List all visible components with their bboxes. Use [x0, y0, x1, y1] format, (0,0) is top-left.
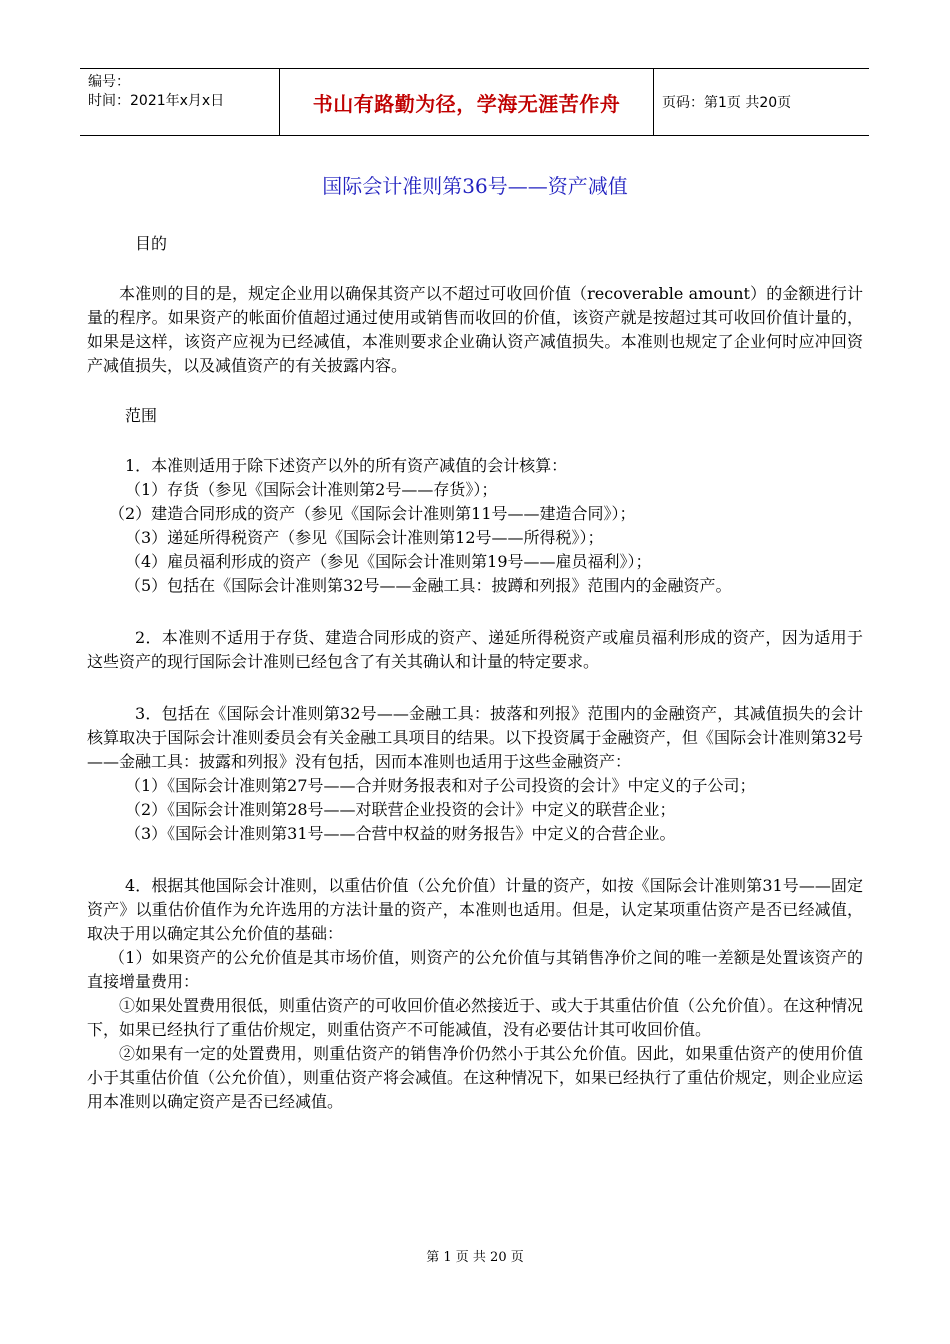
clause-1-item-3: （3）递延所得税资产（参见《国际会计准则第12号——所得税》）； — [125, 528, 604, 547]
clause-3-item-2: （2）《国际会计准则第28号——对联营企业投资的会计》中定义的联营企业； — [125, 800, 676, 819]
paragraph-purpose: 本准则的目的是，规定企业用以确保其资产以不超过可收回价值（recoverable amount）的金额进行计量的程序。如果资产的帐面价值超过通过使用或销售而收回的价值，该资产就是按超过其可收回价值计量的，如果是这样，该资产应视为已经减值，本准则要求企业确认资产减值损失。本准则也规定了企业何时应冲回资产减值损失，以及减值资产的有关披露内容。 — [87, 284, 863, 375]
clause-4-item-1: （1）如果资产的公允价值是其市场价值，则资产的公允价值与其销售净价之间的唯一差额是处置该资产的直接增量费用： — [87, 948, 863, 991]
header-meta — [80, 69, 280, 135]
header-motto: 书山有路勤为径，学海无涯苦作舟 — [280, 69, 654, 135]
document-number-label: 编号： — [88, 74, 130, 90]
clause-1: 1．本准则适用于除下述资产以外的所有资产减值的会计核算： — [125, 456, 568, 475]
clause-1-item-4: （4）雇员福利形成的资产（参见《国际会计准则第19号——雇员福利》）； — [125, 552, 652, 571]
clause-2: 2．本准则不适用于存货、建造合同形成的资产、递延所得税资产或雇员福利形成的资产，因为适用于这些资产的现行国际会计准则已经包含了有关其确认和计量的特定要求。 — [87, 628, 863, 671]
clause-1-item-2: （2）建造合同形成的资产（参见《国际会计准则第11号——建造合同》）； — [109, 504, 636, 523]
clause-3-item-3: （3）《国际会计准则第31号——合营中权益的财务报告》中定义的合营企业。 — [125, 824, 676, 843]
document-body — [87, 232, 863, 1114]
document-title: 国际会计准则第36号——资产减值 — [322, 174, 628, 198]
page-header — [80, 68, 869, 136]
clause-3: 3．包括在《国际会计准则第32号——金融工具：披落和列报》范围内的金融资产，其减值损失的会计核算取决于国际会计准则委员会有关金融工具项目的结果。以下投资属于金融资产，但《国际会计准则第32号——金融工具：披露和列报》没有包括，因而本准则也适用于这些金融资产： — [87, 704, 863, 771]
clause-4-subitem-2: ②如果有一定的处置费用，则重估资产的销售净价仍然小于其公允价值。因此，如果重估资产的使用价值小于其重估价值（公允价值），则重估资产将会减值。在这种情况下，如果已经执行了重估价规定，则企业应运用本准则以确定资产是否已经减值。 — [87, 1044, 864, 1111]
document-date: 时间：2021年x月x日 — [88, 93, 225, 109]
clause-3-item-1: （1）《国际会计准则第27号——合并财务报表和对子公司投资的会计》中定义的子公司； — [125, 776, 756, 795]
clause-4: 4．根据其他国际会计准则，以重估价值（公允价值）计量的资产，如按《国际会计准则第31号——固定资产》以重估价值作为允许选用的方法计量的资产，本准则也适用。但是，认定某项重估资产是否已经减值，取决于用以确定其公允价值的基础： — [87, 876, 863, 943]
clause-4-subitem-1: ①如果处置费用很低，则重估资产的可收回价值必然接近于、或大于其重估价值（公允价值）。在这种情况下，如果已经执行了重估价规定，则重估资产不可能减值，没有必要估计其可收回价值。 — [87, 996, 864, 1039]
clause-1-item-5: （5）包括在《国际会计准则第32号——金融工具：披蹲和列报》范围内的金融资产。 — [125, 576, 732, 595]
section-heading-purpose: 目的 — [135, 234, 168, 253]
clause-1-item-1: （1）存货（参见《国际会计准则第2号——存货》）； — [125, 480, 498, 499]
page-footer: 第 1 页 共 20 页 — [426, 1250, 524, 1265]
header-page-info: 页码：第1页 共20页 — [662, 95, 792, 111]
section-heading-scope: 范围 — [125, 406, 158, 425]
